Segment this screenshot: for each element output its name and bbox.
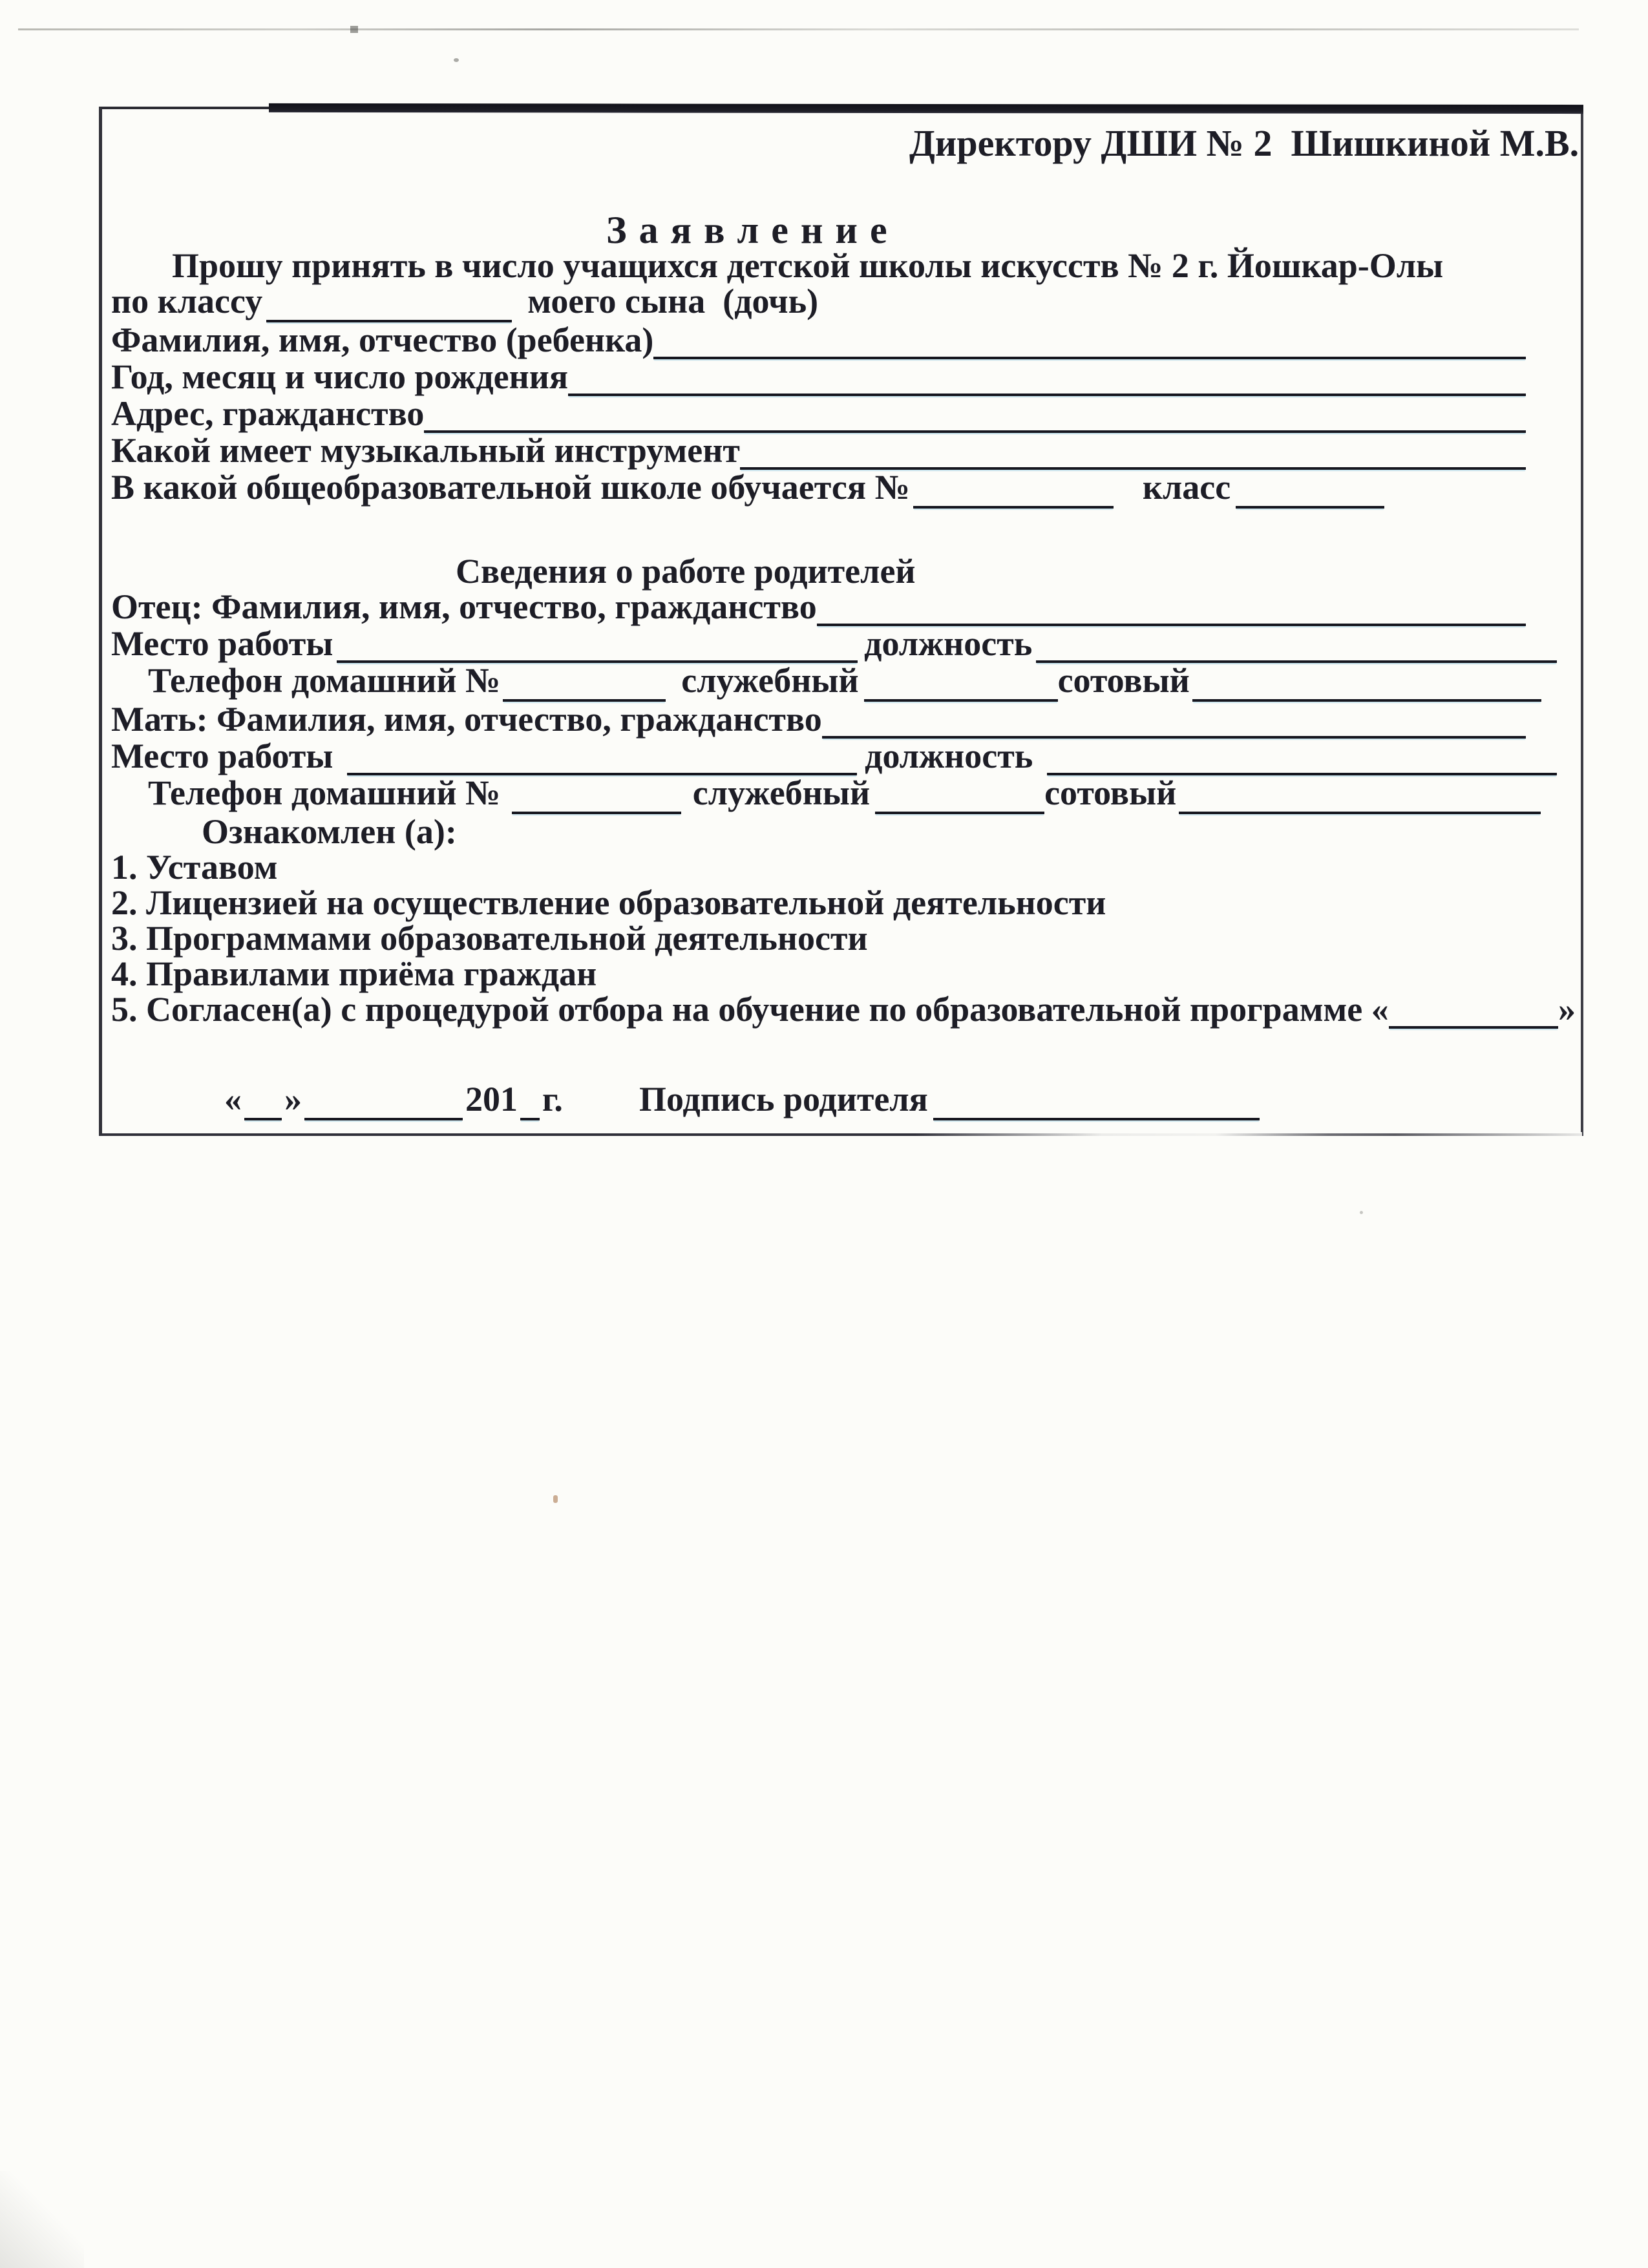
father-position-fill-line [1036, 626, 1557, 663]
father-name-label: Отец: Фамилия, имя, отчество, гражданство [111, 587, 817, 626]
father-phone-home-label: Телефон домашний № [148, 661, 501, 700]
school-label: В какой общеобразовательной школе обучается № [111, 468, 910, 507]
row-father-name [111, 589, 1526, 626]
row-instrument [111, 433, 1526, 470]
child-name-label: Фамилия, имя, отчество (ребенка) [111, 320, 654, 359]
father-name-fill-line [817, 589, 1526, 626]
mother-phone-cell-fill-line [1179, 812, 1541, 814]
father-position-label: должность [864, 624, 1033, 663]
date-year-fill-line [520, 1118, 540, 1120]
date-open-quote: « [224, 1080, 242, 1118]
scan-artifact-line [18, 28, 1579, 30]
intro-line: Прошу принять в число учащихся детской школы искусств № 2 г. Йошкар-Олы [172, 246, 1444, 285]
form-top-border-band [269, 103, 1583, 114]
date-year-label: 201 [465, 1080, 518, 1118]
address-fill-line [424, 396, 1526, 433]
row-class [111, 284, 1581, 322]
school-number-fill-line [913, 506, 1114, 509]
form-bottom-border-fade [915, 1132, 1582, 1136]
row-mother-name [111, 702, 1526, 739]
father-phone-cell-label: сотовый [1057, 661, 1190, 700]
ack-item-2: 2. Лицензией на осуществление образовательной деятельности [111, 883, 1106, 922]
date-day-fill-line [244, 1118, 282, 1120]
signature-fill-line [933, 1118, 1260, 1120]
class-suffix-label: моего сына (дочь) [527, 282, 819, 320]
row-child-name [111, 322, 1526, 359]
ack-item-5 [111, 992, 1576, 1029]
mother-phone-office-fill-line [875, 812, 1044, 814]
instrument-label: Какой имеет музыкальный инструмент [111, 431, 740, 470]
father-phone-office-label: служебный [681, 661, 859, 700]
ack-item-5-label: 5. Согласен(а) с процедурой отбора на обучение по образовательной программе « [111, 990, 1389, 1029]
ack-item-5-close-quote: » [1558, 990, 1576, 1029]
scan-corner-shade [0, 2171, 84, 2268]
birth-date-fill-line [568, 359, 1526, 396]
mother-work-label: Место работы [111, 737, 342, 775]
ack-item-1: 1. Уставом [111, 848, 278, 887]
mother-phone-office-label: служебный [692, 773, 871, 812]
acknowledged-heading: Ознакомлен (а): [202, 812, 457, 851]
ack-item-3: 3. Программами образовательной деятельности [111, 919, 868, 958]
instrument-fill-line [740, 433, 1526, 470]
address-label: Адрес, гражданство [111, 394, 425, 433]
mother-work-fill-line [347, 739, 857, 775]
row-date-signature [224, 1082, 1581, 1120]
row-mother-phones [148, 775, 1581, 814]
mother-name-label: Мать: Фамилия, имя, отчество, гражданство [111, 700, 822, 739]
date-year-suffix: г. [542, 1080, 563, 1118]
signature-label: Подпись родителя [639, 1080, 928, 1118]
row-birth-date [111, 359, 1526, 396]
row-mother-work [111, 739, 1557, 775]
birth-date-label: Год, месяц и число рождения [111, 357, 569, 396]
application-form [99, 107, 1583, 1136]
ack-item-4: 4. Правилами приёма граждан [111, 954, 597, 993]
form-title: З а я в л е н и е [606, 209, 889, 251]
child-name-fill-line [653, 322, 1526, 359]
mother-phone-cell-label: сотовый [1044, 773, 1177, 812]
date-month-fill-line [304, 1118, 463, 1120]
father-work-label: Место работы [111, 624, 333, 663]
row-address [111, 396, 1526, 433]
school-class-label: класс [1142, 468, 1231, 507]
addressee-line: Директору ДШИ № 2 Шишкиной М.В. [909, 122, 1579, 164]
father-work-fill-line [337, 626, 858, 663]
scan-speck [1360, 1211, 1363, 1214]
parents-section-heading: Сведения о работе родителей [456, 552, 916, 591]
mother-position-fill-line [1047, 739, 1557, 775]
scan-speck [553, 1495, 558, 1503]
row-school [111, 470, 1581, 509]
mother-name-fill-line [822, 702, 1526, 739]
school-class-fill-line [1236, 506, 1384, 509]
scan-artifact-tick [350, 26, 358, 33]
mother-phone-home-label: Телефон домашний № [148, 773, 509, 812]
program-fill-line [1389, 992, 1558, 1029]
class-label: по классу [111, 282, 263, 320]
row-father-work [111, 626, 1557, 663]
scan-speck [454, 58, 459, 62]
mother-phone-home-fill-line [512, 812, 681, 814]
row-father-phones [148, 663, 1581, 702]
date-close-quote: » [284, 1080, 302, 1118]
mother-position-label: должность [865, 737, 1042, 775]
